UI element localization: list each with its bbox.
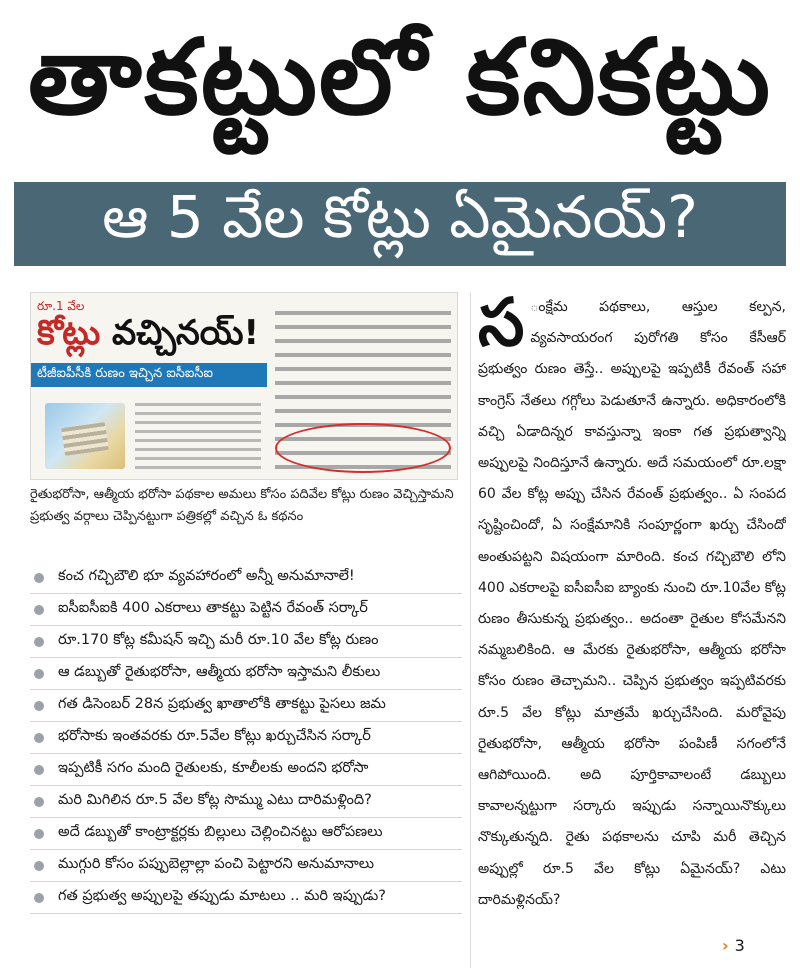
article-text: ంక్షేమ పథకాలు, ఆస్తుల కల్పన, వ్యవసాయరంగ పురోగతి కోసం కేసీఆర్ ప్రభుత్వం రుణం తెస్తే.. అప్పులపై ఇప్పటికీ రేవంత్ సహా కాంగ్రెస్ నేతలు గగ్గోలు పెడుతూనే ఉన్నారు. అధికారంలోకి వచ్చి ఏడాదిన్నర కావస్తున్నా ఇంకా గత ప్రభుత్వాన్ని అప్పులపై నిందిస్తూనే ఉన్నారు. అదే సమయంలో రూ.లక్షా 60 వేల కోట్ల అప్పు చేసిన రేవంత్ ప్రభుత్వం.. ఏ సంపద సృష్టించిందో, ఏ సంక్షేమానికి సంపూర్ణంగా ఖర్చు చేసిందో అంతుపట్టని విషయంగా మారింది. కంచ గచ్చిబౌలి లోని 400 ఎకరాలపై ఐసీఐసీఐ బ్యాంకు నుంచి రూ.10వేల కోట్ల రుణం తీసుకున్న ప్రభుత్వం.. అదంతా రైతుల కోసమేనని నమ్మబలికింది. ఆ మేరకు రైతుభరోసా, ఆత్మీయ భరోసా కోసం రుణం తెచ్చామని.. చెప్పిన ప్రభుత్వం ఇప్పటివరకు రూ.5 వేల కోట్లు మాత్రమే ఖర్చుచేసింది. మరోవైపు రైతుభరోసా, ఆత్మీయ భరోసా పంపిణీ సగంలోనే ఆగిపోయింది. అది పూర్తికావాలంటే డబ్బులు కావాలన్నట్టుగా సర్కారు ఇప్పుడు సన్నాయినొక్కులు నొక్కుతున్నది. రైతు పథకాలను చూపి మరీ తెచ్చిన అప్పుల్లో రూ.5 వేల కోట్లు ఏమైనయ్? ఎటు దారిమళ్లినయ్?	[478, 299, 786, 908]
list-item	[30, 754, 462, 786]
clipping-caption: రైతుభరోసా, ఆత్మీయ భరోసా పథకాల అమలు కోసం పదివేల కోట్లు రుణం వెచ్చిస్తామని ప్రభుత్వ వర్గాలు చెప్పినట్టుగా పత్రికల్లో వచ్చిన ఓ కథనం	[30, 487, 454, 524]
clipping-title-black: వచ్చినయ్!	[100, 313, 260, 353]
bullet-icon	[34, 861, 44, 871]
list-item-text: భరోసాకు ఇంతవరకు రూ.5వేల కోట్లు ఖర్చుచేసిన సర్కార్	[58, 727, 371, 744]
newspaper-clipping	[30, 292, 458, 480]
bullet-icon	[34, 669, 44, 679]
list-item	[30, 690, 462, 722]
list-item-text: మరి మిగిలిన రూ.5 వేల కోట్ల సొమ్ము ఎటు దారిమళ్లింది?	[58, 791, 372, 808]
headline: తాకట్టులో కనికట్టు	[27, 16, 773, 138]
article-body	[478, 292, 786, 972]
bullet-icon	[34, 573, 44, 583]
clipping-title-red: కోట్లు	[37, 313, 101, 353]
bullet-icon	[34, 829, 44, 839]
list-item	[30, 594, 462, 626]
list-item-text: గత ప్రభుత్వ అప్పులపై తప్పుడు మాటలు .. మరి ఇప్పుడు?	[58, 887, 386, 904]
bullet-icon	[34, 605, 44, 615]
subheadline-banner: ఆ 5 వేల కోట్లు ఏమైనయ్?	[14, 182, 786, 266]
list-item	[30, 786, 462, 818]
money-stack-photo	[45, 403, 125, 469]
bullet-icon	[34, 893, 44, 903]
list-item	[30, 882, 462, 914]
list-item	[30, 626, 462, 658]
clipping-title	[37, 313, 259, 361]
continued-page-number: 3	[734, 936, 745, 955]
column-divider	[470, 292, 471, 968]
clipping-left-panel	[31, 293, 267, 480]
drop-cap: స	[478, 292, 525, 361]
list-item	[30, 850, 462, 882]
bullet-icon	[34, 637, 44, 647]
list-item-text: ఇప్పటికీ సగం మంది రైతులకు, కూలీలకు అందని భరోసా	[58, 759, 369, 776]
list-item	[30, 562, 462, 594]
clipping-body-text	[135, 397, 261, 475]
key-points-list	[30, 562, 462, 914]
list-item	[30, 658, 462, 690]
bullet-icon	[34, 701, 44, 711]
highlight-circle	[275, 423, 451, 473]
bullet-icon	[34, 797, 44, 807]
list-item	[30, 818, 462, 850]
continued-on-page	[722, 936, 745, 955]
list-item-text: ముగ్గురి కోసం పప్పుబెల్లాల్లా పంచి పెట్టారని అనుమానాలు	[58, 855, 375, 872]
list-item	[30, 722, 462, 754]
clipping-banner: టీజీఐపీసీకి రుణం ఇచ్చిన ఐసీఐసీఐ	[31, 363, 267, 387]
list-item-text: రూ.170 కోట్ల కమీషన్ ఇచ్చి మరీ రూ.10 వేల కోట్ల రుణం	[58, 631, 379, 648]
clipping-kicker: రూ.1 వేల	[37, 299, 85, 313]
bullet-icon	[34, 733, 44, 743]
chevron-right-icon: ›	[722, 936, 729, 955]
list-item-text: గత డిసెంబర్ 28న ప్రభుత్వ ఖాతాలోకి తాకట్టు పైసలు జమ	[58, 695, 386, 712]
list-item-text: అదే డబ్బుతో కాంట్రాక్టర్లకు బిల్లులు చెల్లించినట్టు ఆరోపణలు	[58, 823, 383, 840]
bullet-icon	[34, 765, 44, 775]
list-item-text: ఐసీఐసీఐకి 400 ఎకరాలు తాకట్టు పెట్టిన రేవంత్ సర్కార్	[58, 599, 368, 616]
list-item-text: కంచ గచ్చిబౌలి భూ వ్యవహారంలో అన్నీ అనుమానాలే!	[58, 567, 355, 584]
list-item-text: ఆ డబ్బుతో రైతుభరోసా, ఆత్మీయ భరోసా ఇస్తామని లీకులు	[58, 663, 381, 680]
